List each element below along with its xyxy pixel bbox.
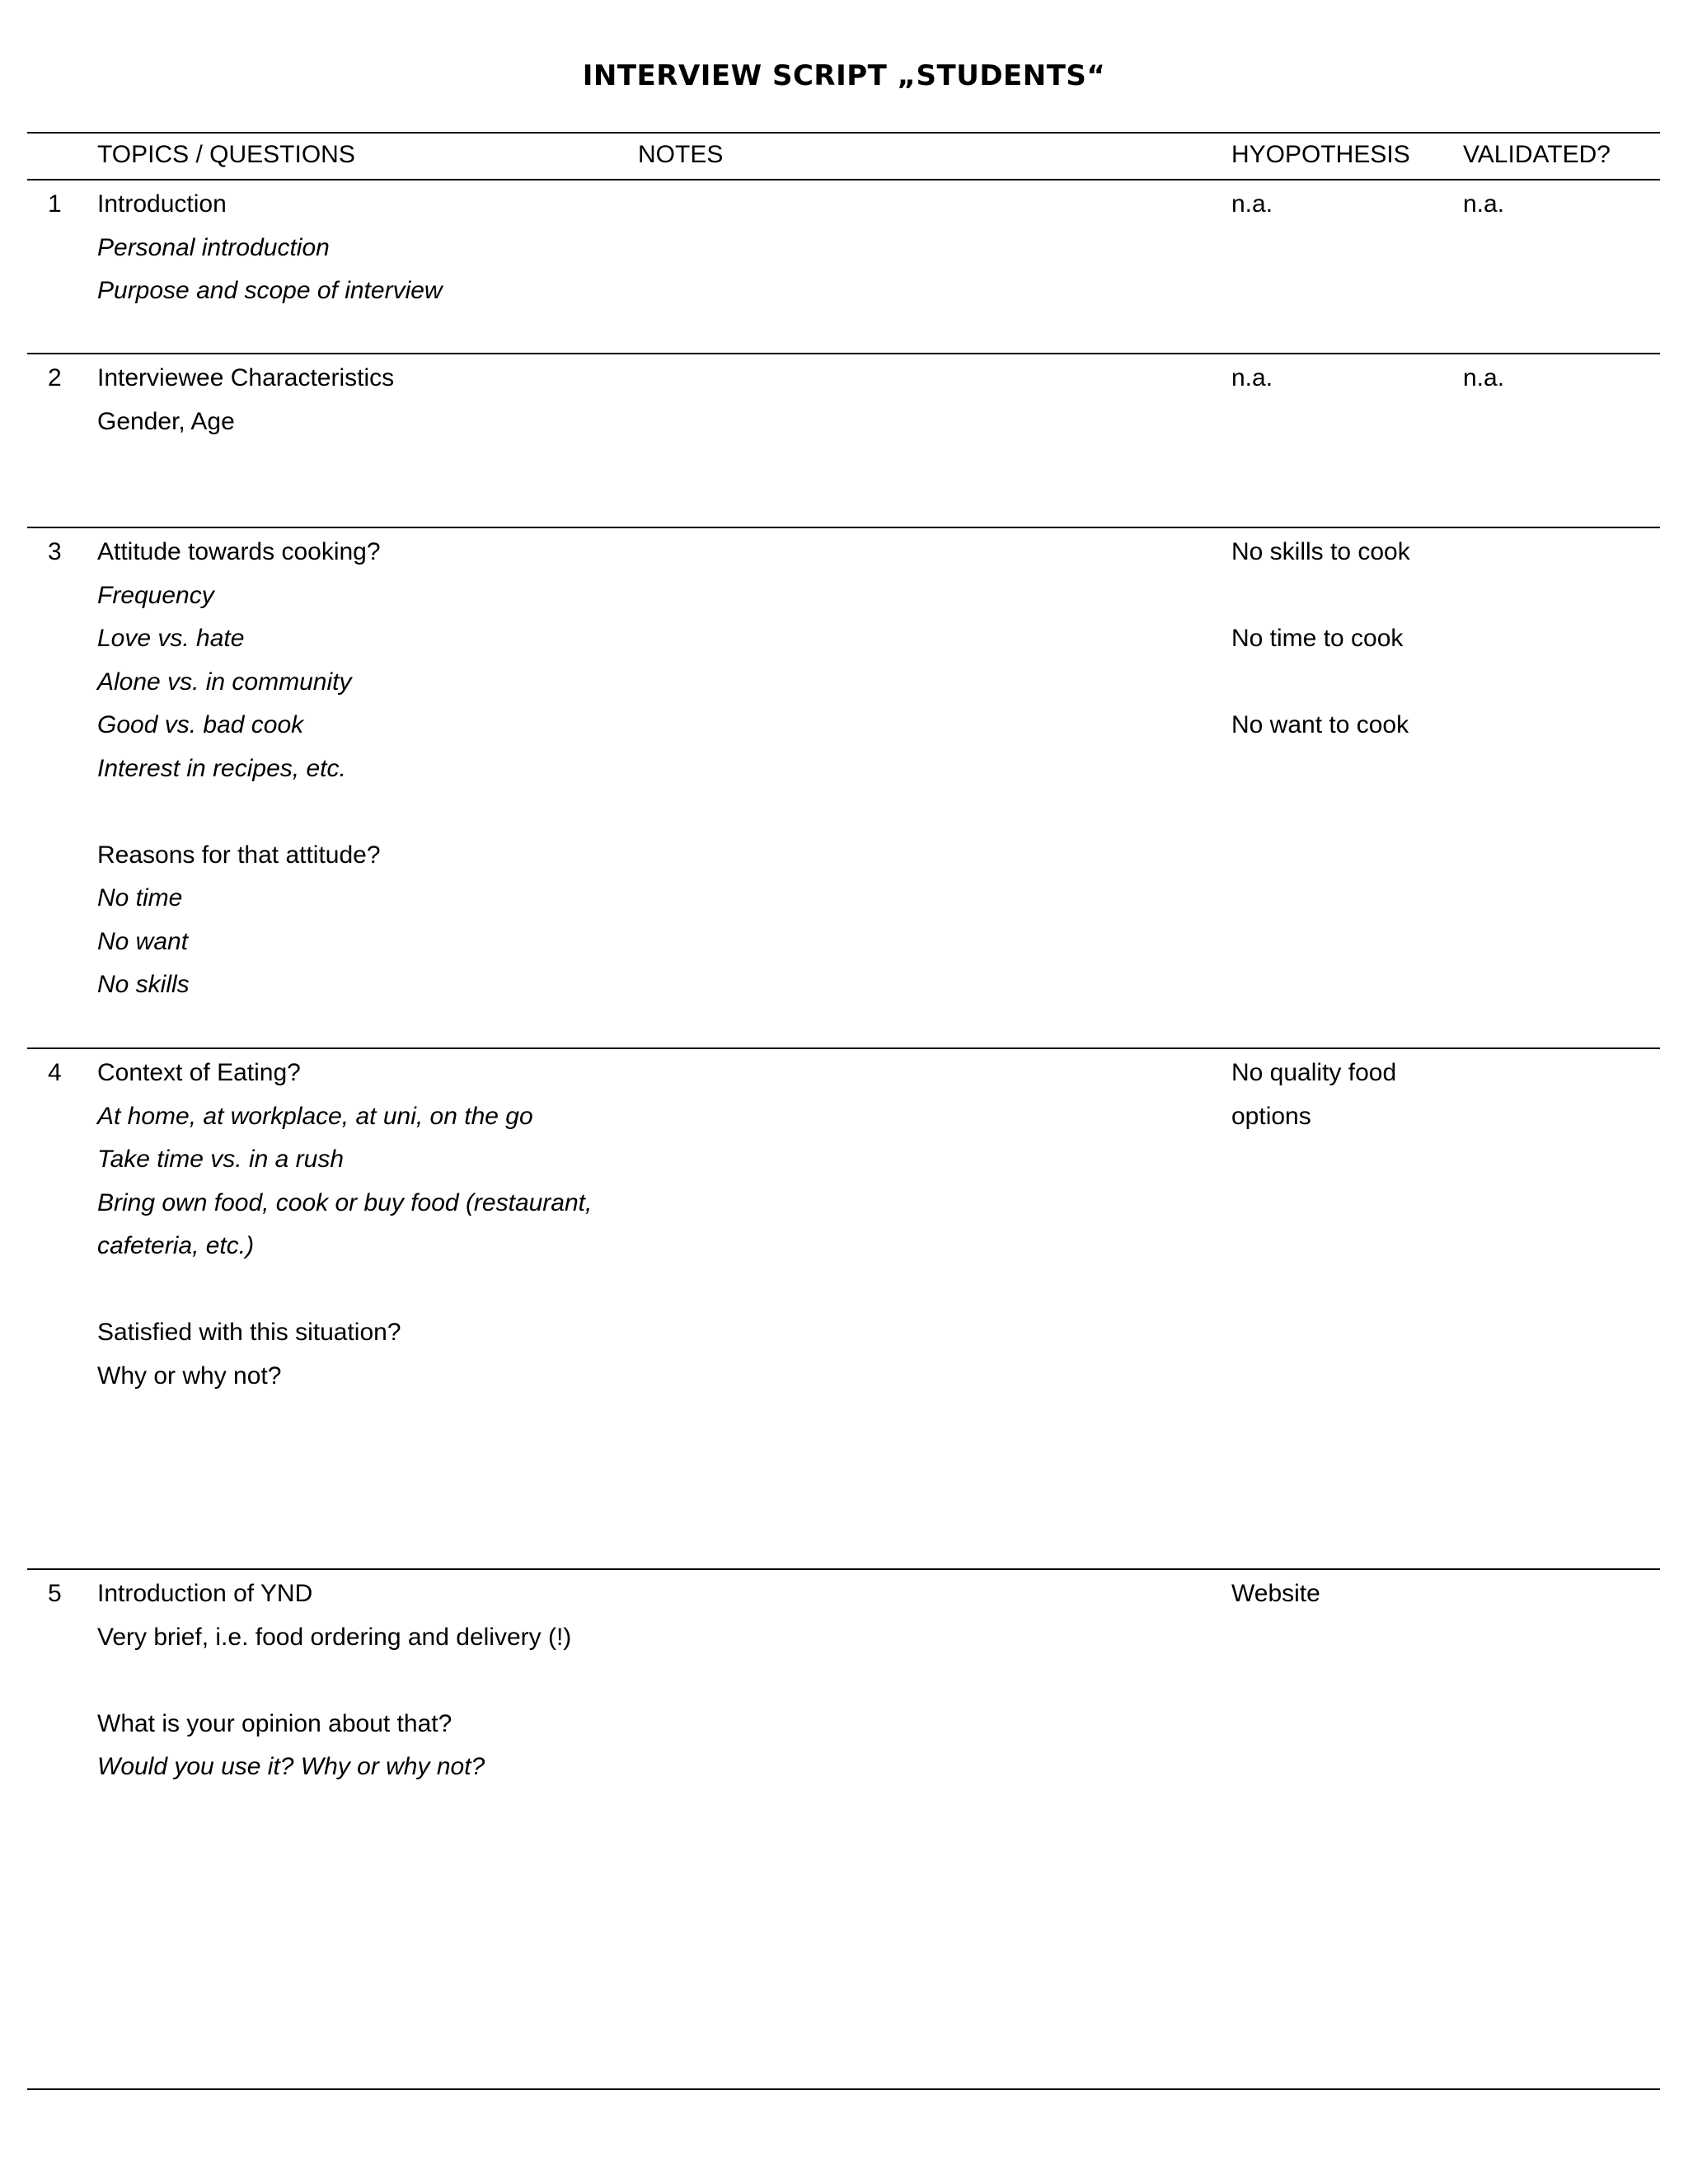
row-questions bbox=[97, 531, 381, 1007]
hypothesis-line: No skills to cook bbox=[1231, 538, 1410, 565]
row-questions bbox=[97, 357, 394, 443]
question-line: No skills bbox=[97, 971, 190, 998]
row-validated: n.a. bbox=[1463, 190, 1505, 218]
row-divider bbox=[27, 1568, 1660, 1570]
row-hypothesis bbox=[1231, 1052, 1396, 1138]
question-line: cafeteria, etc.) bbox=[97, 1232, 255, 1259]
question-line: What is your opinion about that? bbox=[97, 1709, 452, 1737]
question-line: Alone vs. in community bbox=[97, 668, 352, 696]
hypothesis-line: Website bbox=[1231, 1580, 1320, 1607]
question-line: No time bbox=[97, 884, 183, 912]
row-questions bbox=[97, 1052, 592, 1398]
question-line: At home, at workplace, at uni, on the go bbox=[97, 1102, 533, 1130]
question-line: Gender, Age bbox=[97, 407, 235, 435]
hypothesis-line: No time to cook bbox=[1231, 625, 1404, 652]
question-line: Take time vs. in a rush bbox=[97, 1146, 345, 1173]
question-line: Introduction bbox=[97, 190, 227, 218]
row-number: 5 bbox=[48, 1580, 62, 1607]
row-number: 3 bbox=[48, 538, 62, 565]
question-line: Personal introduction bbox=[97, 233, 330, 261]
header-topics: TOPICS / QUESTIONS bbox=[97, 141, 355, 168]
row-number: 2 bbox=[48, 364, 62, 391]
row-divider bbox=[27, 353, 1660, 354]
question-line: Satisfied with this situation? bbox=[97, 1319, 401, 1346]
question-line: Purpose and scope of interview bbox=[97, 277, 443, 304]
question-line: Introduction of YND bbox=[97, 1580, 313, 1607]
question-line-blank bbox=[97, 1659, 571, 1703]
row-hypothesis bbox=[1231, 183, 1273, 227]
header-notes: NOTES bbox=[638, 141, 724, 168]
row-hypothesis bbox=[1231, 1572, 1320, 1616]
question-line: Context of Eating? bbox=[97, 1059, 301, 1086]
question-line: No want bbox=[97, 927, 189, 955]
row-divider bbox=[27, 527, 1660, 528]
question-line: Love vs. hate bbox=[97, 625, 245, 652]
row-number: 1 bbox=[48, 190, 62, 218]
header-hypothesis: HYOPOTHESIS bbox=[1231, 141, 1410, 168]
question-line: Reasons for that attitude? bbox=[97, 841, 381, 869]
row-questions bbox=[97, 183, 443, 313]
header-validated: VALIDATED? bbox=[1463, 141, 1611, 168]
question-line: Interviewee Characteristics bbox=[97, 364, 395, 391]
question-line: Bring own food, cook or buy food (restaurant, bbox=[97, 1188, 593, 1216]
row-questions bbox=[97, 1572, 571, 1789]
question-line: Interest in recipes, etc. bbox=[97, 754, 346, 782]
hypothesis-line-blank bbox=[1231, 574, 1410, 618]
hypothesis-line: n.a. bbox=[1231, 364, 1273, 391]
hypothesis-line: options bbox=[1231, 1102, 1311, 1130]
question-line: Frequency bbox=[97, 581, 214, 609]
row-divider bbox=[27, 1047, 1660, 1049]
question-line-blank bbox=[97, 790, 381, 834]
row-hypothesis bbox=[1231, 357, 1273, 401]
hypothesis-line: No quality food bbox=[1231, 1059, 1397, 1086]
question-line: Why or why not? bbox=[97, 1361, 282, 1390]
question-line: Very brief, i.e. food ordering and delivery (!) bbox=[97, 1623, 572, 1651]
row-number: 4 bbox=[48, 1059, 62, 1086]
table-bottom-rule bbox=[27, 2088, 1660, 2090]
page-title: INTERVIEW SCRIPT „STUDENTS“ bbox=[582, 59, 1106, 92]
row-validated: n.a. bbox=[1463, 364, 1505, 391]
row-hypothesis bbox=[1231, 531, 1410, 748]
header-bottom-rule bbox=[27, 179, 1660, 180]
question-line: Good vs. bad cook bbox=[97, 711, 304, 738]
hypothesis-line-blank bbox=[1231, 661, 1410, 705]
question-line-blank bbox=[97, 1268, 592, 1312]
hypothesis-line: No want to cook bbox=[1231, 711, 1409, 738]
question-line: Would you use it? Why or why not? bbox=[97, 1753, 485, 1780]
question-line: Attitude towards cooking? bbox=[97, 538, 381, 565]
hypothesis-line: n.a. bbox=[1231, 190, 1273, 218]
